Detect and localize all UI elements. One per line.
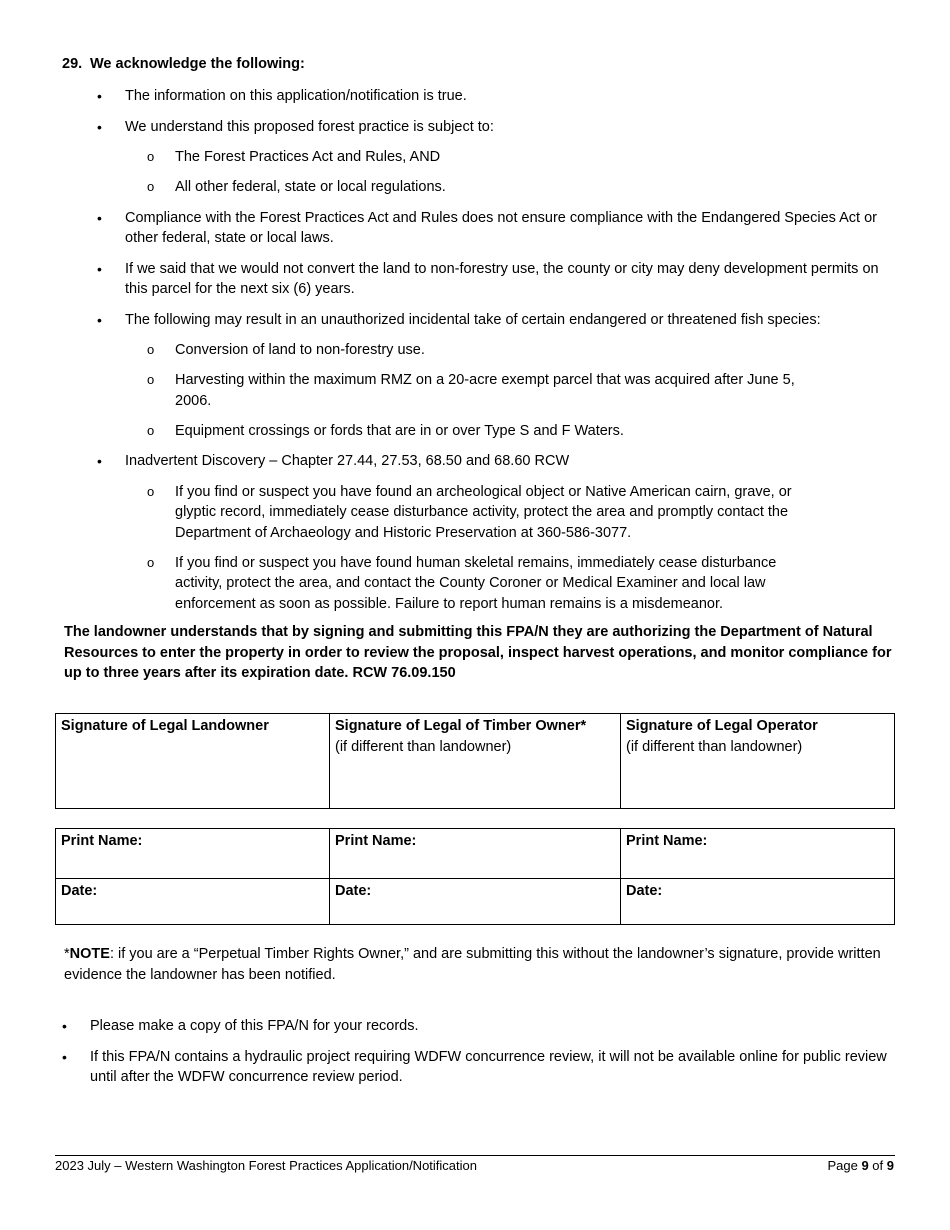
- timber-owner-print-name-field[interactable]: [330, 829, 621, 879]
- sub-bullet-icon: o: [147, 372, 155, 387]
- sub-bullet-icon: o: [147, 179, 155, 194]
- list-item: • Inadvertent Discovery – Chapter 27.44, 27.53, 68.50 and 68.60 RCW o If you find or suspect you have found an archeological object or Native American cairn, grave, or glyptic record, immediately cease disturbance activity, protect the area and promptly contact the Department of Archaeology and Historic Preservation at 360-586-3077. o If you find or suspect you have found human skeletal remains, immediately cease disturbance activity, protect the area, and contact the County Coroner or Medical Examiner and local law enforcement as soon as possible. Failure to report human remains is a misdemeanor.: [0, 451, 950, 614]
- sub-list: [0, 147, 888, 198]
- bullet-icon: •: [97, 453, 102, 469]
- date-label: Date:: [335, 883, 372, 899]
- list-item: • If this FPA/N contains a hydraulic project requiring WDFW concurrence review, it will not be available online for public review until after the WDFW concurrence review period.: [62, 1048, 887, 1085]
- sub-list: [0, 340, 888, 441]
- page-number: Page 9 of 9: [827, 1158, 894, 1173]
- operator-print-name-field[interactable]: [621, 829, 895, 879]
- landowner-signature-label: Signature of Legal Landowner: [61, 718, 269, 734]
- operator-signature-field[interactable]: [621, 714, 895, 809]
- timber-owner-signature-field[interactable]: [330, 714, 621, 809]
- timber-owner-date-field[interactable]: [330, 879, 621, 925]
- bullet-icon: •: [62, 1048, 67, 1065]
- sub-bullet-icon: o: [147, 483, 155, 499]
- list-item: • Compliance with the Forest Practices Act and Rules does not ensure compliance with the Endangered Species Act or other federal, state or local laws.: [97, 209, 877, 246]
- landowner-signature-field[interactable]: [56, 714, 330, 809]
- sub-bullet-icon: o: [147, 149, 155, 164]
- list-item: • The information on this application/notification is true.: [0, 86, 950, 107]
- sub-list-item: o All other federal, state or local regulations.: [0, 177, 888, 198]
- section-heading: [62, 56, 305, 72]
- sub-list-item: o Conversion of land to non-forestry use.: [0, 340, 888, 361]
- landowner-print-name-field[interactable]: [56, 829, 330, 879]
- sub-list-item: o If you find or suspect you have found human skeletal remains, immediately cease disturbance activity, protect the area, and contact the County Coroner or Medical Examiner and local law enforcement as soon as possible. Failure to report human remains is a misdemeanor.: [147, 554, 777, 612]
- closing-list: [0, 1016, 950, 1098]
- operator-signature-note: (if different than landowner): [626, 738, 803, 755]
- bullet-icon: •: [97, 311, 102, 328]
- bullet-icon: •: [97, 118, 102, 135]
- sub-list-item: o Equipment crossings or fords that are in or over Type S and F Waters.: [0, 421, 888, 442]
- print-name-label: Print Name:: [335, 833, 417, 849]
- sub-list-item: o If you find or suspect you have found an archeological object or Native American cairn, grave, or glyptic record, immediately cease disturbance activity, protect the area and promptly contact the Department of Archaeology and Historic Preservation at 360-586-3077.: [147, 483, 792, 541]
- date-label: Date:: [626, 883, 663, 899]
- timber-owner-signature-note: (if different than landowner): [335, 738, 512, 755]
- note-label: NOTE: [69, 946, 110, 962]
- sub-bullet-icon: o: [147, 422, 155, 438]
- operator-signature-label: Signature of Legal Operator: [626, 718, 818, 734]
- bullet-icon: •: [97, 88, 102, 104]
- timber-rights-note: *NOTE: if you are a “Perpetual Timber Rights Owner,” and are submitting this without the landowner’s signature, provide written evidence the landowner has been notified.: [64, 946, 881, 983]
- sub-list: [0, 482, 888, 615]
- operator-date-field[interactable]: [621, 879, 895, 925]
- sub-list-item: o The Forest Practices Act and Rules, AND: [0, 147, 888, 168]
- name-date-table: [55, 828, 895, 925]
- sub-bullet-icon: o: [147, 342, 155, 357]
- print-name-label: Print Name:: [61, 833, 143, 849]
- sub-list-item: o Harvesting within the maximum RMZ on a 20-acre exempt parcel that was acquired after June 5, 2006.: [147, 372, 795, 409]
- bullet-icon: •: [97, 209, 102, 226]
- authorization-statement: The landowner understands that by signing and submitting this FPA/N they are authorizing the Department of Natural Resources to enter the property in order to review the proposal, inspect harvest operations, and monitor compliance for up to three years after its expiration date. RCW 76.09.150: [64, 624, 892, 681]
- date-label: Date:: [61, 883, 98, 899]
- acknowledgement-list: [0, 86, 950, 624]
- timber-owner-signature-label: Signature of Legal of Timber Owner*: [335, 718, 587, 734]
- list-item: • We understand this proposed forest practice is subject to: o The Forest Practices Act and Rules, AND o All other federal, state or local regulations.: [0, 117, 950, 198]
- bullet-icon: •: [97, 260, 102, 277]
- list-item: • The following may result in an unauthorized incidental take of certain endangered or threatened fish species: o Conversion of land to non-forestry use. o Harvesting within the maximum RMZ on a 20-acre exempt parcel that was acquired after June 5, 2006. o Equipment crossings or fords that are in or over Type S and F Waters.: [0, 310, 950, 442]
- section-title: We acknowledge the following:: [90, 56, 305, 72]
- section-number: 29.: [62, 56, 83, 72]
- footer-divider: [55, 1155, 895, 1156]
- signature-table: [55, 713, 895, 809]
- list-item: • If we said that we would not convert the land to non-forestry use, the county or city may deny development permits on this parcel for the next six (6) years.: [97, 260, 879, 297]
- bullet-icon: •: [62, 1018, 67, 1034]
- landowner-date-field[interactable]: [56, 879, 330, 925]
- print-name-label: Print Name:: [626, 833, 708, 849]
- list-item: • Please make a copy of this FPA/N for your records.: [0, 1016, 950, 1037]
- sub-bullet-icon: o: [147, 554, 155, 570]
- footer-title: 2023 July – Western Washington Forest Practices Application/Notification: [55, 1158, 477, 1173]
